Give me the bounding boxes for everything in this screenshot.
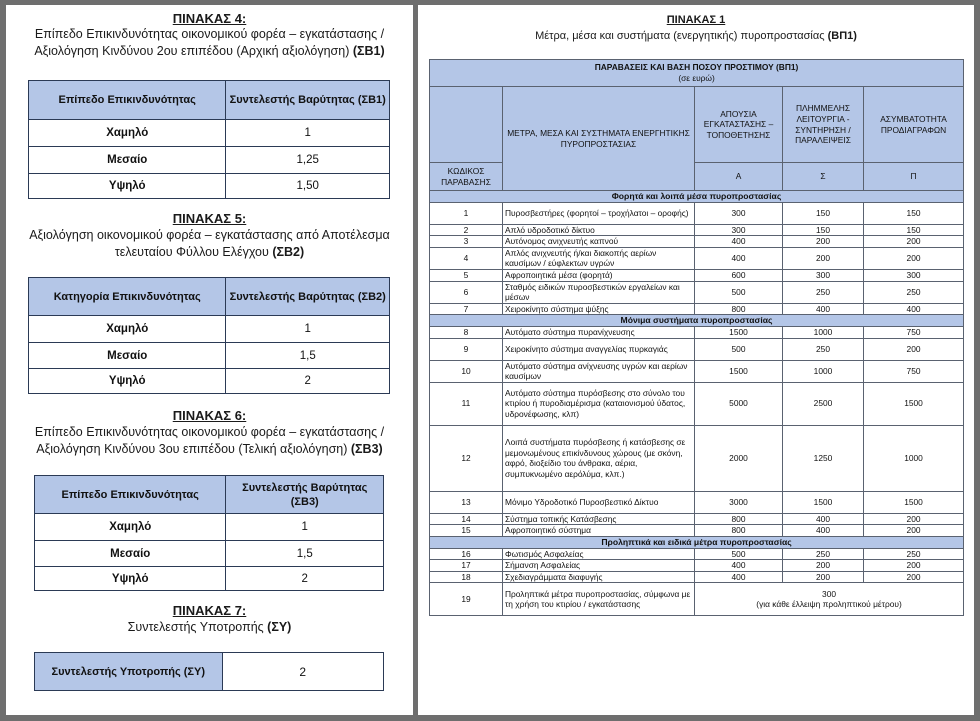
table-row <box>430 560 964 572</box>
measure-description: Χειροκίνητο σύστημα αναγγελίας πυρκαγιάς <box>503 338 695 360</box>
fine-malfunction: 400 <box>783 525 864 537</box>
table-6-subtitle-line2 <box>6 441 413 458</box>
table-row <box>430 303 964 315</box>
weight-cell: 1,5 <box>226 541 384 567</box>
measure-description: Αυτόματο σύστημα πυρόσβεσης στο σύνολο του κτιρίου ή πυροδιαμέρισμα (καταιονισμού ύδατος, υδρονέφωσης, κλπ) <box>503 382 695 425</box>
table-row <box>430 202 964 224</box>
measure-description: Αυτόματο σύστημα πυρανίχνευσης <box>503 326 695 338</box>
weight-cell: 1,50 <box>226 174 390 199</box>
table-row <box>430 269 964 281</box>
category-title: Φορητά και λοιπά μέσα πυροπροστασίας <box>430 191 964 203</box>
fine-malfunction: 1250 <box>783 425 864 491</box>
table-row <box>430 491 964 513</box>
fine-noncompliance: 1000 <box>864 425 964 491</box>
table-6-header-level: Επίπεδο Επικινδυνότητας <box>35 476 226 514</box>
fine-malfunction: 1500 <box>783 491 864 513</box>
level-cell: Χαμηλό <box>29 316 226 343</box>
fine-absence: 800 <box>695 525 783 537</box>
table-row <box>29 174 390 199</box>
table-row <box>430 548 964 560</box>
fine-noncompliance: 200 <box>864 560 964 572</box>
fine-noncompliance: 200 <box>864 513 964 525</box>
table-5-subtitle-line1: Αξιολόγηση οικονομικού φορέα – εγκατάστασης από Αποτέλεσμα <box>29 228 390 242</box>
fine-malfunction: 200 <box>783 571 864 583</box>
table-6-code: (ΣΒ3) <box>350 442 383 456</box>
table-row <box>430 236 964 248</box>
table-5-code: (ΣΒ2) <box>272 245 305 259</box>
table-1 <box>429 59 964 616</box>
category-row <box>430 315 964 327</box>
table-6-subtitle-line1: Επίπεδο Επικινδυνότητας οικονομικού φορέα – εγκατάστασης / <box>34 425 385 439</box>
level-cell: Μεσαίο <box>29 343 226 369</box>
table-5-title: ΠΙΝΑΚΑΣ 5: <box>172 211 247 226</box>
fine-noncompliance: 1500 <box>864 382 964 425</box>
violation-code: 7 <box>430 303 503 315</box>
fine-absence: 1500 <box>695 326 783 338</box>
table-row <box>430 247 964 269</box>
violation-code: 18 <box>430 571 503 583</box>
table-row <box>430 382 964 425</box>
violation-code: 2 <box>430 224 503 236</box>
table-7-title: ΠΙΝΑΚΑΣ 7: <box>172 603 247 618</box>
fine-noncompliance: 200 <box>864 525 964 537</box>
fine-malfunction: 250 <box>783 548 864 560</box>
table-row <box>430 583 964 616</box>
fine-absence: 400 <box>695 247 783 269</box>
violation-code: 6 <box>430 281 503 303</box>
letter-s: Σ <box>783 163 864 191</box>
weight-cell: 2 <box>226 567 384 591</box>
level-cell: Χαμηλό <box>29 120 226 147</box>
fine-noncompliance: 150 <box>864 224 964 236</box>
left-page <box>6 5 413 715</box>
table-row <box>29 369 390 394</box>
violation-code: 13 <box>430 491 503 513</box>
table-6 <box>34 475 384 591</box>
measure-description: Φωτισμός Ασφαλείας <box>503 548 695 560</box>
measure-description: Προληπτικά μέτρα πυροπροστασίας, σύμφωνα με τη χρήση του κτιρίου / εγκατάστασης <box>503 583 695 616</box>
violation-code: 9 <box>430 338 503 360</box>
violation-code: 14 <box>430 513 503 525</box>
fine-absence: 400 <box>695 560 783 572</box>
fine-noncompliance: 200 <box>864 571 964 583</box>
fine-malfunction: 150 <box>783 202 864 224</box>
table-row <box>35 514 384 541</box>
fine-absence: 1500 <box>695 360 783 382</box>
table-4-subtitle-text: Αξιολόγηση Κινδύνου 2ου επιπέδου (Αρχική αξιολόγηση) <box>34 44 353 58</box>
main-header-unit: (σε ευρώ) <box>678 73 715 83</box>
measure-description: Χειροκίνητο σύστημα ψύξης <box>503 303 695 315</box>
absence-header: ΑΠΟΥΣΙΑ ΕΓΚΑΤΑΣΤΑΣΗΣ – ΤΟΠΟΘΕΤΗΣΗΣ <box>695 87 783 163</box>
fine-noncompliance: 250 <box>864 281 964 303</box>
recurrence-factor-value: 2 <box>222 653 383 691</box>
fine-malfunction: 250 <box>783 281 864 303</box>
violation-code: 5 <box>430 269 503 281</box>
table-4-subtitle-line1: Επίπεδο Επικινδυνότητας οικονομικού φορέα – εγκατάστασης / <box>34 27 385 41</box>
level-cell: Μεσαίο <box>29 147 226 174</box>
malfunction-header: ΠΛΗΜΜΕΛΗΣ ΛΕΙΤΟΥΡΓΙΑ - ΣΥΝΤΗΡΗΣΗ / ΠΑΡΑΛΕΙΨΕΙΣ <box>783 87 864 163</box>
table-1-title: ΠΙΝΑΚΑΣ 1 <box>666 14 726 26</box>
table-row <box>430 281 964 303</box>
table-4-title: ΠΙΝΑΚΑΣ 4: <box>172 11 247 26</box>
measure-description: Σύστημα τοπικής Κατάσβεσης <box>503 513 695 525</box>
table-row <box>430 224 964 236</box>
weight-cell: 2 <box>226 369 390 394</box>
weight-cell: 1 <box>226 316 390 343</box>
right-page <box>418 5 974 715</box>
measure-description: Λοιπά συστήματα πυρόσβεσης ή κατάσβεσης σε μεμονωμένους επικίνδυνους χώρους (με σκόνη, αφρό, διοξείδιο του άνθρακα, αέρια, συμπυκνωμένο αερόλύμα, κλπ.) <box>503 425 695 491</box>
fine-noncompliance: 400 <box>864 303 964 315</box>
table-5-subtitle <box>6 227 413 261</box>
measure-description: Απλός ανιχνευτής ή/και διακοπής αερίων καυσίμων / εύφλεκτων υγρών <box>503 247 695 269</box>
measure-description: Αυτόνομος ανιχνευτής καπνού <box>503 236 695 248</box>
fine-malfunction: 300 <box>783 269 864 281</box>
merged-fine-cell <box>695 583 964 616</box>
fine-absence: 400 <box>695 571 783 583</box>
table-row <box>430 326 964 338</box>
fine-malfunction: 1000 <box>783 326 864 338</box>
table-7 <box>34 652 384 691</box>
fine-malfunction: 200 <box>783 236 864 248</box>
measure-description: Μόνιμο Υδροδοτικό Πυροσβεστικό Δίκτυο <box>503 491 695 513</box>
category-title: Μόνιμα συστήματα πυροπροστασίας <box>430 315 964 327</box>
fine-malfunction: 1000 <box>783 360 864 382</box>
main-header-title: ΠΑΡΑΒΑΣΕΙΣ ΚΑΙ ΒΑΣΗ ΠΟΣΟΥ ΠΡΟΣΤΙΜΟΥ (ΒΠ1) <box>594 62 799 73</box>
table-row <box>430 525 964 537</box>
violation-code: 15 <box>430 525 503 537</box>
measure-description: Αφροποιητικό σύστημα <box>503 525 695 537</box>
table-row <box>430 425 964 491</box>
fine-noncompliance: 200 <box>864 236 964 248</box>
level-cell: Μεσαίο <box>35 541 226 567</box>
fine-malfunction: 200 <box>783 560 864 572</box>
table-4 <box>28 80 390 199</box>
fine-noncompliance: 300 <box>864 269 964 281</box>
table-1-main-header <box>430 60 964 87</box>
table-4-subtitle <box>6 26 413 60</box>
table-row <box>35 541 384 567</box>
code-header: ΚΩΔΙΚΟΣ ΠΑΡΑΒΑΣΗΣ <box>430 163 503 191</box>
fine-absence: 400 <box>695 236 783 248</box>
measure-description: Αφροποιητικά μέσα (φορητά) <box>503 269 695 281</box>
code-header-spacer <box>430 87 503 163</box>
table-row <box>29 147 390 174</box>
fine-absence: 800 <box>695 303 783 315</box>
letter-p: Π <box>864 163 964 191</box>
violation-code: 1 <box>430 202 503 224</box>
table-row <box>29 343 390 369</box>
fine-absence: 500 <box>695 338 783 360</box>
fine-malfunction: 400 <box>783 303 864 315</box>
weight-cell: 1,25 <box>226 147 390 174</box>
level-cell: Χαμηλό <box>35 514 226 541</box>
level-cell: Υψηλό <box>29 174 226 199</box>
fine-malfunction: 2500 <box>783 382 864 425</box>
table-4-header-weight: Συντελεστής Βαρύτητας (ΣΒ1) <box>226 81 390 120</box>
table-6-subtitle <box>6 424 413 458</box>
level-cell: Υψηλό <box>29 369 226 394</box>
measure-description: Σχεδιαγράμματα διαφυγής <box>503 571 695 583</box>
fine-malfunction: 150 <box>783 224 864 236</box>
fine-absence: 2000 <box>695 425 783 491</box>
fine-absence: 5000 <box>695 382 783 425</box>
table-row <box>430 513 964 525</box>
letter-a: Α <box>695 163 783 191</box>
measure-description: Σταθμός ειδικών πυροσβεστικών εργαλείων και μέσων <box>503 281 695 303</box>
table-row <box>29 316 390 343</box>
table-1-subtitle <box>418 28 974 45</box>
weight-cell: 1 <box>226 514 384 541</box>
category-row <box>430 191 964 203</box>
table-row <box>430 571 964 583</box>
violation-code: 16 <box>430 548 503 560</box>
table-4-header-level: Επίπεδο Επικινδυνότητας <box>29 81 226 120</box>
violation-code: 3 <box>430 236 503 248</box>
table-6-header-weight: Συντελεστής Βαρύτητας (ΣΒ3) <box>226 476 384 514</box>
weight-cell: 1,5 <box>226 343 390 369</box>
measure-description: Αυτόματο σύστημα ανίχνευσης υγρών και αερίων καυσίμων <box>503 360 695 382</box>
table-1-code: (ΒΠ1) <box>827 30 857 42</box>
fine-malfunction: 400 <box>783 513 864 525</box>
violation-code: 10 <box>430 360 503 382</box>
table-5 <box>28 277 390 394</box>
table-5-header-category: Κατηγορία Επικινδυνότητας <box>29 278 226 316</box>
fine-absence: 800 <box>695 513 783 525</box>
violation-code: 19 <box>430 583 503 616</box>
fine-absence: 500 <box>695 548 783 560</box>
category-title: Προληπτικά και ειδικά μέτρα πυροπροστασίας <box>430 536 964 548</box>
measure-description: Σήμανση Ασφαλείας <box>503 560 695 572</box>
weight-cell: 1 <box>226 120 390 147</box>
table-6-title: ΠΙΝΑΚΑΣ 6: <box>172 408 247 423</box>
table-row <box>35 567 384 591</box>
table-4-subtitle-line2 <box>6 43 413 60</box>
table-1-subtitle-text: Μέτρα, μέσα και συστήματα (ενεργητικής) πυροπροστασίας <box>535 30 828 42</box>
violation-code: 4 <box>430 247 503 269</box>
recurrence-factor-label: Συντελεστής Υποτροπής (ΣΥ) <box>35 653 223 691</box>
level-cell: Υψηλό <box>35 567 226 591</box>
fine-noncompliance: 200 <box>864 247 964 269</box>
fine-noncompliance: 250 <box>864 548 964 560</box>
violation-code: 11 <box>430 382 503 425</box>
violation-code: 8 <box>430 326 503 338</box>
table-5-header-weight: Συντελεστής Βαρύτητας (ΣΒ2) <box>226 278 390 316</box>
table-5-subtitle-text: τελευταίου Φύλλου Ελέγχου <box>114 245 273 259</box>
fine-noncompliance: 150 <box>864 202 964 224</box>
violation-code: 17 <box>430 560 503 572</box>
table-6-subtitle-text: Αξιολόγηση Κινδύνου 3ου επιπέδου (Τελική αξιολόγηση) <box>36 442 351 456</box>
table-row <box>29 120 390 147</box>
fine-absence: 300 <box>695 224 783 236</box>
fine-absence: 500 <box>695 281 783 303</box>
noncompliance-header: ΑΣΥΜΒΑΤΟΤΗΤΑ ΠΡΟΔΙΑΓΡΑΦΩΝ <box>864 87 964 163</box>
table-4-code: (ΣΒ1) <box>352 44 385 58</box>
fine-noncompliance: 1500 <box>864 491 964 513</box>
fine-malfunction: 250 <box>783 338 864 360</box>
table-7-subtitle-text: Συντελεστής Υποτροπής <box>127 620 268 634</box>
table-5-subtitle-line2 <box>6 244 413 261</box>
merged-fine-note: (για κάθε έλλειψη προληπτικού μέτρου) <box>756 599 902 610</box>
measure-description: Πυροσβεστήρες (φορητοί – τροχήλατοι – οροφής) <box>503 202 695 224</box>
merged-fine-value: 300 <box>822 588 837 599</box>
category-row <box>430 536 964 548</box>
fine-malfunction: 200 <box>783 247 864 269</box>
violation-code: 12 <box>430 425 503 491</box>
measure-description: Απλό υδροδοτικό δίκτυο <box>503 224 695 236</box>
table-7-subtitle <box>6 619 413 636</box>
fine-absence: 3000 <box>695 491 783 513</box>
table-row <box>430 338 964 360</box>
fine-absence: 600 <box>695 269 783 281</box>
fine-noncompliance: 750 <box>864 326 964 338</box>
fine-noncompliance: 200 <box>864 338 964 360</box>
measures-header: ΜΕΤΡΑ, ΜΕΣΑ ΚΑΙ ΣΥΣΤΗΜΑΤΑ ΕΝΕΡΓΗΤΙΚΗΣ ΠΥΡΟΠΡΟΣΤΑΣΙΑΣ <box>503 87 695 191</box>
fine-absence: 300 <box>695 202 783 224</box>
table-7-code: (ΣΥ) <box>267 620 292 634</box>
fine-noncompliance: 750 <box>864 360 964 382</box>
table-row <box>430 360 964 382</box>
